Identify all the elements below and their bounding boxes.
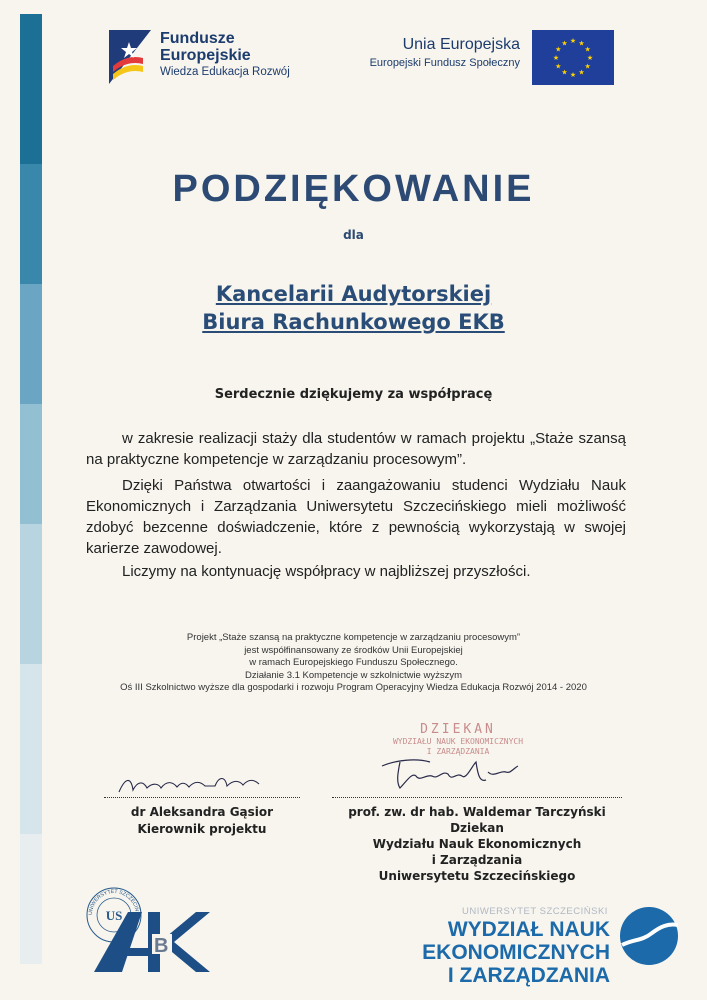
signer-right-name: prof. zw. dr hab. Waldemar Tarczyński	[348, 805, 606, 819]
svg-text:★: ★	[561, 39, 568, 48]
stamp-line3: I ZARZĄDZANIA	[426, 747, 490, 756]
footnote-line5: Oś III Szkolnictwo wyższe dla gospodarki i rozwoju Program Operacyjny Wiedza Edukacja Rozwój 2014 - 2020	[120, 682, 587, 693]
decorative-stripe	[20, 14, 42, 964]
thanks-heading: Serdecznie dziękujemy za współpracę	[214, 387, 493, 402]
signer-right-dept3: Uniwersytetu Szczecińskiego	[378, 869, 576, 883]
signer-right-role: Dziekan	[450, 821, 504, 835]
fundusze-europejskie-text	[160, 30, 290, 78]
svg-text:★: ★	[569, 71, 577, 79]
svg-text:US: US	[105, 908, 123, 923]
footnote-line2: jest współfinansowany ze środków Unii Europejskiej	[244, 644, 463, 656]
fundusze-europejskie-logo-icon	[107, 28, 157, 86]
svg-text:UNIWERSYTET SZCZECIŃSKI: UNIWERSYTET SZCZECIŃ	[87, 888, 140, 916]
for-word: dla	[343, 228, 364, 242]
faculty-university-label: UNIWERSYTET SZCZECIŃSKI	[462, 906, 608, 917]
faculty-line1: WYDZIAŁ NAUK EKONOMICZNYCH	[422, 918, 610, 964]
left-signature-icon	[115, 772, 265, 798]
signature-line-right	[332, 797, 622, 798]
fe-subtitle: Wiedza Edukacja Rozwój	[160, 66, 290, 78]
svg-text:★: ★	[552, 54, 560, 62]
svg-text:★: ★	[561, 68, 568, 77]
footnote-line3: w ramach Europejskiego Funduszu Społecznego.	[249, 657, 458, 668]
signature-block-right	[330, 804, 624, 884]
footnote-line4: Działanie 3.1 Kompetencje w szkolnictwie wyższym	[245, 669, 462, 681]
ue-title: Unia Europejska	[402, 36, 520, 53]
svg-text:★: ★	[578, 68, 585, 77]
body-paragraph-3: Liczymy na kontynuację współpracy w najbliższej przyszłości.	[122, 563, 531, 580]
footnote-line1: Projekt „Staże szansą na praktyczne kompetencje w zarządzaniu procesowym”	[186, 632, 521, 643]
ue-subtitle: Europejski Fundusz Społeczny	[369, 57, 520, 69]
right-signature-icon	[376, 752, 526, 794]
signer-left-role: Kierownik projektu	[137, 822, 267, 836]
eu-flag-icon	[532, 30, 614, 85]
recipient-line2: Biura Rachunkowego EKB	[202, 310, 505, 334]
svg-text:★: ★	[569, 37, 577, 45]
body-paragraph-2: Dzięki Państwa otwartości i zaangażowaniu studenci Wydziału Nauk Ekonomicznych i Zarządzania Uniwersytetu Szczecińskiego mieli możliwość zdobyć bezcenne doświadczenie, które z pewnością wykorzystają w swojej karierze zawodowej.	[86, 477, 626, 557]
svg-text:★: ★	[555, 62, 562, 71]
project-footnote	[0, 632, 707, 695]
unia-europejska-text	[330, 36, 520, 69]
signer-right-dept1: Wydziału Nauk Ekonomicznych	[372, 837, 582, 851]
recipient-name	[0, 280, 707, 336]
faculty-line2: I ZARZĄDZANIA	[447, 964, 610, 987]
fe-title-line1: Fundusze	[160, 30, 235, 47]
ab-logo-icon	[92, 908, 212, 974]
signature-line-left	[104, 797, 300, 798]
signature-block-left	[102, 804, 302, 838]
signer-left-name: dr Aleksandra Gąsior	[130, 805, 274, 819]
faculty-logo-icon	[618, 905, 680, 967]
page-title: PODZIĘKOWANIE	[172, 168, 535, 210]
signer-right-dept2: i Zarządzania	[431, 853, 523, 867]
body-paragraph-1: w zakresie realizacji staży dla studentów w ramach projektu „Staże szansą na praktyczne kompetencje w zarządzaniu procesowym”.	[86, 430, 626, 468]
svg-text:B: B	[154, 935, 169, 957]
svg-text:★: ★	[586, 54, 594, 62]
stamp-line2: WYDZIAŁU NAUK EKONOMICZNYCH	[392, 737, 524, 746]
svg-text:★: ★	[578, 39, 585, 48]
faculty-name	[264, 918, 610, 987]
fe-title-line2: Europejskie	[160, 47, 251, 64]
svg-text:★: ★	[584, 62, 591, 71]
recipient-line1: Kancelarii Audytorskiej	[215, 282, 492, 306]
svg-text:★: ★	[555, 45, 562, 54]
svg-text:★: ★	[584, 45, 591, 54]
stamp-line1: DZIEKAN	[420, 722, 496, 737]
